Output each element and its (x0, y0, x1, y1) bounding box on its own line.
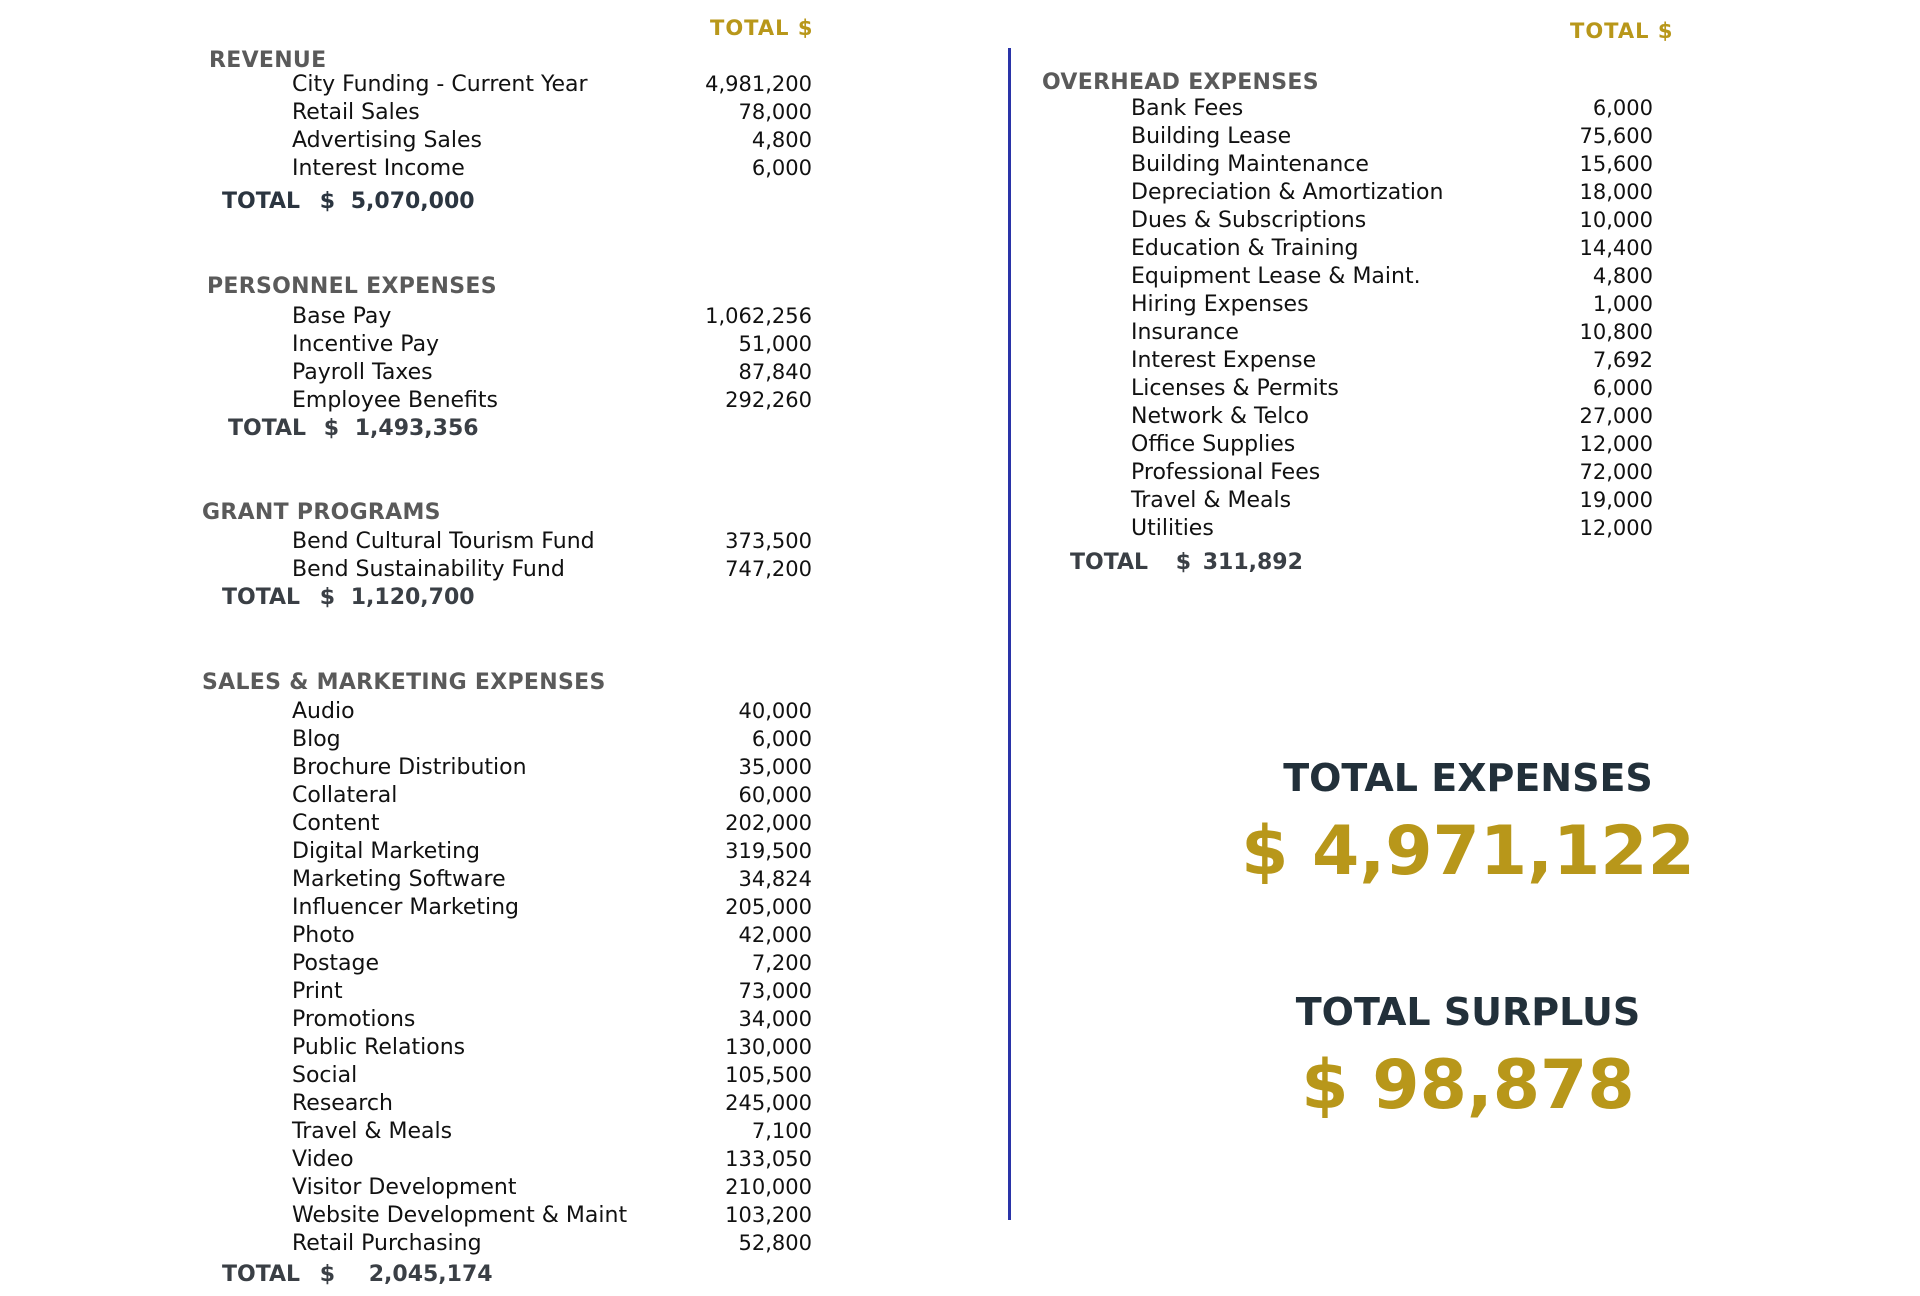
item-value: 205,000 (725, 895, 812, 919)
total-label: TOTAL (222, 585, 301, 610)
list-item (292, 100, 812, 128)
item-label: Interest Income (292, 156, 465, 181)
item-value: 319,500 (725, 839, 812, 863)
list-item (292, 304, 812, 332)
left-column-header: TOTAL $ (710, 16, 814, 40)
list-item (292, 156, 812, 184)
item-label: Collateral (292, 783, 398, 808)
item-label: Public Relations (292, 1035, 466, 1060)
total-amount: 311,892 (1202, 550, 1303, 575)
list-item (292, 867, 812, 895)
list-item (292, 1119, 812, 1147)
total-amount: 1,120,700 (350, 585, 475, 610)
item-label: Bend Sustainability Fund (292, 557, 565, 582)
item-value: 12,000 (1579, 516, 1653, 540)
item-label: Bend Cultural Tourism Fund (292, 529, 595, 554)
item-value: 34,824 (738, 867, 812, 891)
item-label: Digital Marketing (292, 839, 480, 864)
list-item (1131, 404, 1653, 432)
item-value: 7,692 (1592, 348, 1653, 372)
item-label: Equipment Lease & Maint. (1131, 264, 1421, 289)
item-value: 245,000 (725, 1091, 812, 1115)
item-value: 34,000 (738, 1007, 812, 1031)
personnel-total (228, 416, 479, 441)
item-value: 51,000 (738, 332, 812, 356)
item-label: Brochure Distribution (292, 755, 527, 780)
item-value: 19,000 (1579, 488, 1653, 512)
revenue-section-title: REVENUE (209, 48, 327, 73)
revenue-total (222, 189, 475, 214)
item-value: 87,840 (738, 360, 812, 384)
list-item (292, 557, 812, 585)
list-item (292, 1007, 812, 1035)
list-item (1131, 236, 1653, 264)
item-value: 27,000 (1579, 404, 1653, 428)
item-value: 1,062,256 (705, 304, 812, 328)
list-item (1131, 460, 1653, 488)
item-value: 78,000 (738, 100, 812, 124)
item-value: 73,000 (738, 979, 812, 1003)
list-item (292, 388, 812, 416)
item-label: Video (292, 1147, 354, 1172)
list-item (1131, 516, 1653, 544)
item-value: 52,800 (738, 1231, 812, 1255)
list-item (292, 979, 812, 1007)
item-label: Licenses & Permits (1131, 376, 1339, 401)
item-label: Content (292, 811, 380, 836)
item-label: Photo (292, 923, 355, 948)
item-value: 18,000 (1579, 180, 1653, 204)
list-item (292, 811, 812, 839)
list-item (1131, 376, 1653, 404)
item-value: 12,000 (1579, 432, 1653, 456)
column-divider (1008, 48, 1011, 1220)
list-item (1131, 96, 1653, 124)
item-label: Audio (292, 699, 355, 724)
list-item (1131, 320, 1653, 348)
item-label: Visitor Development (292, 1175, 517, 1200)
overhead-total (1070, 550, 1303, 575)
item-label: Research (292, 1091, 393, 1116)
list-item (1131, 488, 1653, 516)
list-item (292, 1035, 812, 1063)
list-item (292, 839, 812, 867)
grants-total (222, 585, 475, 610)
item-label: Employee Benefits (292, 388, 499, 413)
grants-section-title: GRANT PROGRAMS (202, 500, 441, 525)
right-column-header: TOTAL $ (1570, 19, 1674, 43)
list-item (292, 1147, 812, 1175)
list-item (292, 699, 812, 727)
item-value: 4,981,200 (705, 72, 812, 96)
list-item (292, 1203, 812, 1231)
total-label: TOTAL (228, 416, 307, 441)
item-value: 60,000 (738, 783, 812, 807)
item-label: Retail Sales (292, 100, 420, 125)
item-value: 40,000 (738, 699, 812, 723)
total-currency: $ (323, 416, 340, 441)
list-item (292, 727, 812, 755)
item-label: Base Pay (292, 304, 392, 329)
personnel-section-title: PERSONNEL EXPENSES (207, 274, 497, 299)
item-value: 6,000 (751, 727, 812, 751)
item-label: Social (292, 1063, 358, 1088)
total-amount: 5,070,000 (350, 189, 475, 214)
list-item (292, 755, 812, 783)
item-value: 75,600 (1579, 124, 1653, 148)
item-label: Marketing Software (292, 867, 506, 892)
item-value: 4,800 (1592, 264, 1653, 288)
item-value: 373,500 (725, 529, 812, 553)
item-label: Influencer Marketing (292, 895, 520, 920)
list-item (292, 72, 812, 100)
item-label: Office Supplies (1131, 432, 1296, 457)
list-item (1131, 264, 1653, 292)
item-value: 747,200 (725, 557, 812, 581)
item-label: Professional Fees (1131, 460, 1321, 485)
list-item (292, 783, 812, 811)
item-label: Depreciation & Amortization (1131, 180, 1444, 205)
item-label: Blog (292, 727, 341, 752)
item-label: Building Maintenance (1131, 152, 1369, 177)
list-item (292, 332, 812, 360)
item-value: 10,000 (1579, 208, 1653, 232)
item-value: 1,000 (1592, 292, 1653, 316)
total-expenses-label: TOTAL EXPENSES (1283, 756, 1653, 800)
list-item (292, 1175, 812, 1203)
item-label: Advertising Sales (292, 128, 482, 153)
item-label: Payroll Taxes (292, 360, 433, 385)
item-label: Promotions (292, 1007, 416, 1032)
item-value: 202,000 (725, 811, 812, 835)
item-label: Bank Fees (1131, 96, 1244, 121)
total-currency: $ (1175, 550, 1192, 575)
item-label: Interest Expense (1131, 348, 1317, 373)
total-currency: $ (319, 1262, 336, 1287)
total-currency: $ (319, 585, 336, 610)
list-item (292, 1231, 812, 1259)
list-item (1131, 292, 1653, 320)
list-item (292, 360, 812, 388)
total-label: TOTAL (1070, 550, 1149, 575)
item-label: Dues & Subscriptions (1131, 208, 1367, 233)
item-value: 133,050 (725, 1147, 812, 1171)
total-amount: 1,493,356 (354, 416, 479, 441)
item-label: Travel & Meals (1131, 488, 1292, 513)
item-label: City Funding - Current Year (292, 72, 588, 97)
item-label: Insurance (1131, 320, 1239, 345)
list-item (292, 895, 812, 923)
list-item (1131, 348, 1653, 376)
item-label: Postage (292, 951, 380, 976)
item-label: Building Lease (1131, 124, 1292, 149)
total-currency: $ (319, 189, 336, 214)
total-label: TOTAL (222, 1262, 301, 1287)
list-item (292, 1091, 812, 1119)
total-surplus-label: TOTAL SURPLUS (1295, 990, 1641, 1034)
overhead-section-title: OVERHEAD EXPENSES (1042, 70, 1319, 95)
item-value: 42,000 (738, 923, 812, 947)
item-value: 72,000 (1579, 460, 1653, 484)
item-value: 103,200 (725, 1203, 812, 1227)
list-item (292, 1063, 812, 1091)
total-label: TOTAL (222, 189, 301, 214)
item-value: 15,600 (1579, 152, 1653, 176)
item-value: 35,000 (738, 755, 812, 779)
list-item (292, 923, 812, 951)
item-value: 130,000 (725, 1035, 812, 1059)
item-label: Utilities (1131, 516, 1214, 541)
total-amount: 2,045,174 (368, 1262, 493, 1287)
list-item (1131, 124, 1653, 152)
item-value: 10,800 (1579, 320, 1653, 344)
list-item (292, 951, 812, 979)
item-label: Hiring Expenses (1131, 292, 1309, 317)
item-value: 105,500 (725, 1063, 812, 1087)
list-item (1131, 208, 1653, 236)
item-label: Incentive Pay (292, 332, 440, 357)
list-item (1131, 432, 1653, 460)
total-surplus-value: $ 98,878 (1301, 1046, 1635, 1125)
item-label: Print (292, 979, 343, 1004)
list-item (292, 128, 812, 156)
item-value: 6,000 (1592, 96, 1653, 120)
list-item (1131, 180, 1653, 208)
item-label: Network & Telco (1131, 404, 1309, 429)
item-label: Retail Purchasing (292, 1231, 482, 1256)
list-item (1131, 152, 1653, 180)
sales-marketing-total (222, 1262, 493, 1287)
item-value: 292,260 (725, 388, 812, 412)
item-label: Education & Training (1131, 236, 1359, 261)
item-value: 7,100 (751, 1119, 812, 1143)
total-expenses-value: $ 4,971,122 (1241, 812, 1695, 891)
sales-marketing-section-title: SALES & MARKETING EXPENSES (202, 670, 606, 695)
item-value: 6,000 (751, 156, 812, 180)
item-value: 4,800 (751, 128, 812, 152)
item-label: Website Development & Maint (292, 1203, 628, 1228)
item-value: 6,000 (1592, 376, 1653, 400)
list-item (292, 529, 812, 557)
item-value: 210,000 (725, 1175, 812, 1199)
item-value: 14,400 (1579, 236, 1653, 260)
item-label: Travel & Meals (292, 1119, 453, 1144)
item-value: 7,200 (751, 951, 812, 975)
